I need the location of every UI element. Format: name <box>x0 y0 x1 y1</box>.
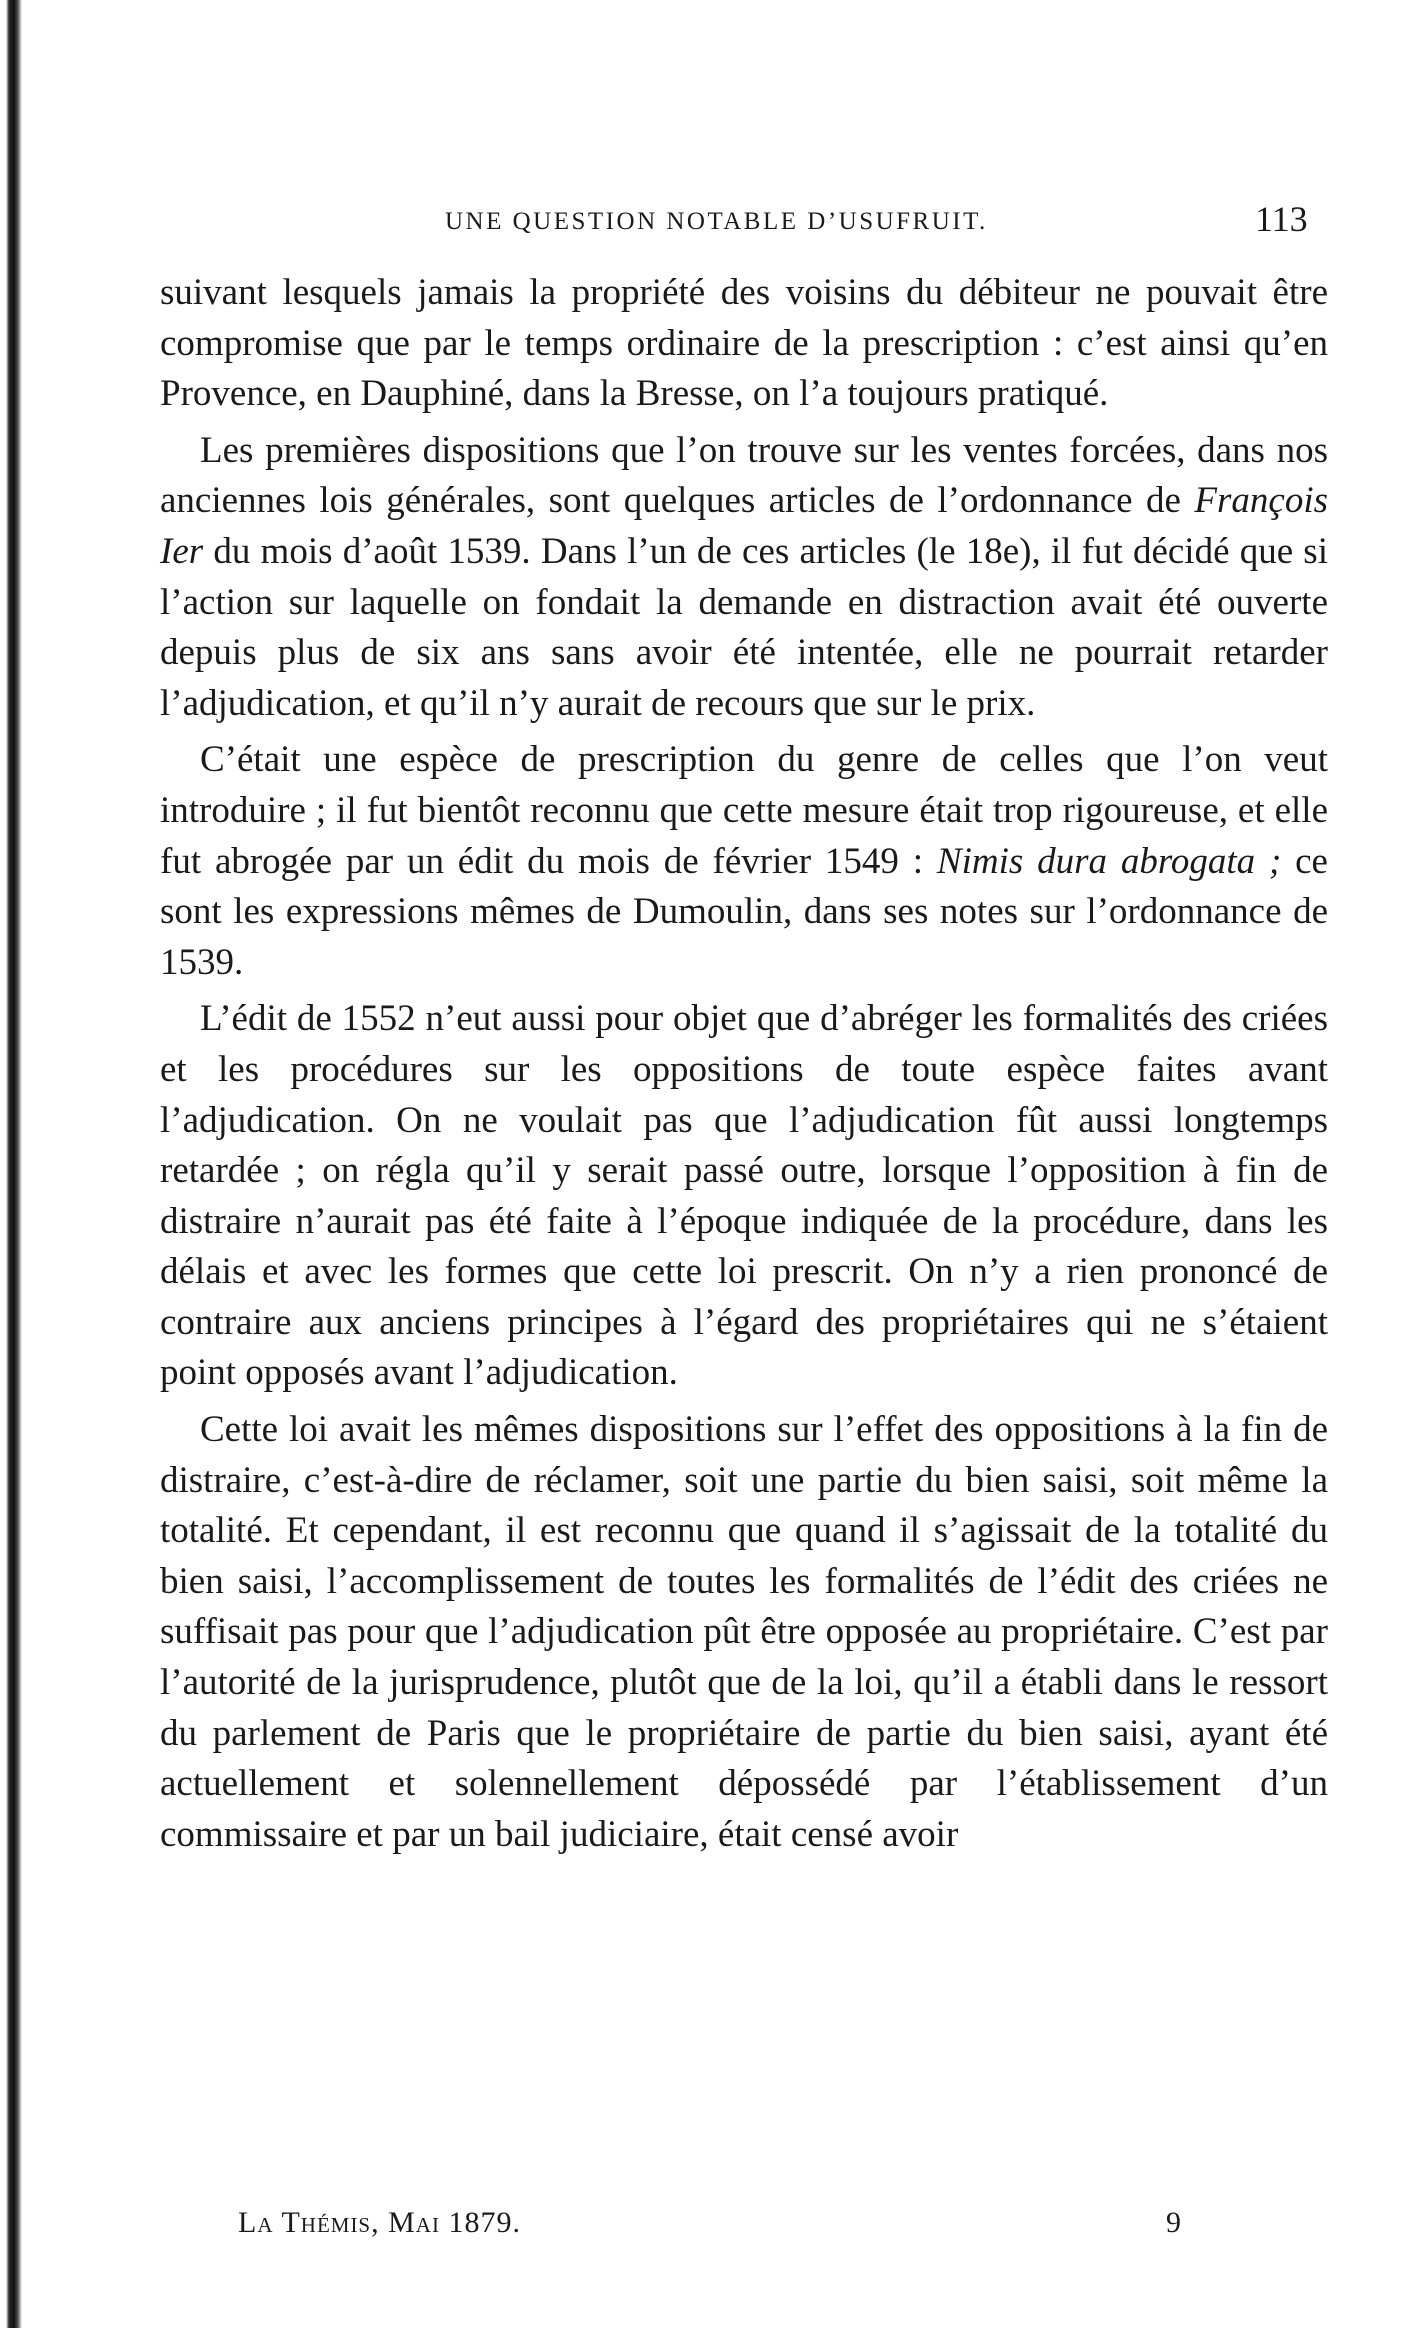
page-footer <box>0 2206 1405 2246</box>
paragraph <box>160 1405 1328 1860</box>
text-run: ce sont les expressions mêmes de Dumoulin, dans ses notes sur l’ordonnance de 1539. <box>160 840 1328 983</box>
text-run: suivant lesquels jamais la propriété des voisins du débiteur ne pouvait être compromise que par le temps ordinaire de la prescription : c’est ainsi qu’en Provence, en Dauphiné, dans la Bresse, on l’a toujours pratiqué. <box>160 272 1328 415</box>
running-head: UNE QUESTION NOTABLE D’USUFRUIT. <box>445 208 988 235</box>
italic-text-run: Nimis dura abrogata ; <box>936 840 1282 882</box>
paragraph <box>160 426 1328 730</box>
body-text <box>160 268 1328 1860</box>
text-run: Les premières dispositions que l’on trouve sur les ventes forcées, dans nos anciennes lois générales, sont quelques articles de l’ordonnance de <box>160 429 1328 522</box>
page-number: 113 <box>1255 199 1308 239</box>
page-header <box>0 198 1405 248</box>
text-run: C’était une espèce de prescription du genre de celles que l’on veut introduire ; il fut bientôt reconnu que cette mesure était trop rigoureuse, et elle fut abrogée par un édit du mois de février 1549 : <box>160 739 1328 882</box>
paragraph <box>160 735 1328 988</box>
signature-mark: 9 <box>1166 2206 1181 2239</box>
italic-text-run: François Ier <box>160 480 1328 572</box>
text-run: du mois d’août 1539. Dans l’un de ces articles (le 18e), il fut décidé que si l’action sur laquelle on fondait la demande en distraction avait été ouverte depuis plus de six ans sans avoir été intentée, elle ne pourrait retarder l’adjudication, et qu’il n’y aurait de recours que sur le prix. <box>160 530 1328 724</box>
paragraph <box>160 268 1328 420</box>
signature-line: La Thémis, Mai 1879. <box>238 2206 521 2239</box>
paragraph <box>160 994 1328 1399</box>
text-run: L’édit de 1552 n’eut aussi pour objet que d’abréger les formalités des criées et les procédures sur les oppositions de toute espèce faites avant l’adjudication. On ne voulait pas que l’adjudication fût aussi longtemps retardée ; on régla qu’il y serait passé outre, lorsque l’opposition à fin de distraire n’aurait pas été faite à l’époque indiquée de la procédure, dans les délais et avec les formes que cette loi prescrit. On n’y a rien prononcé de contraire aux anciens principes à l’égard des propriétaires qui ne s’étaient point opposés avant l’adjudication. <box>160 998 1328 1394</box>
book-gutter-shadow <box>0 0 22 2328</box>
text-run: Cette loi avait les mêmes dispositions sur l’effet des oppositions à la fin de distraire, c’est-à-dire de réclamer, soit une partie du bien saisi, soit même la totalité. Et cependant, il est reconnu que quand il s’agissait de la totalité du bien saisi, l’accomplissement de toutes les formalités de l’édit des criées ne suffisait pas pour que l’adjudication pût être opposée au propriétaire. C’est par l’autorité de la jurisprudence, plutôt que de la loi, qu’il a établi dans le ressort du parlement de Paris que le propriétaire de partie du bien saisi, ayant été actuellement et solennellement dépossédé par l’établissement d’un commissaire et par un bail judiciaire, était censé avoir <box>160 1409 1328 1855</box>
